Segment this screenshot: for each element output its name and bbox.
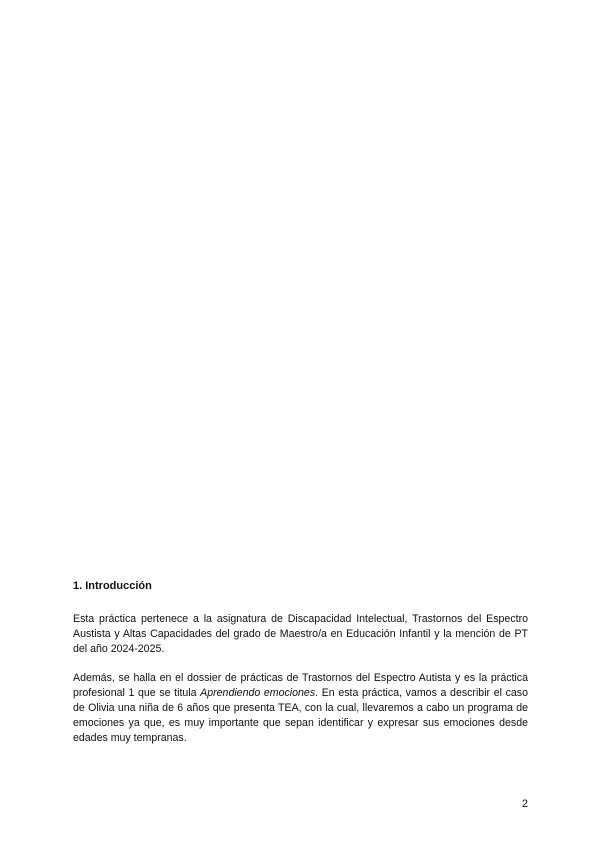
paragraph-2-text-after: . En esta práctica, vamos a describir el caso de Olivia una niña de 6 años que presenta TEA, con la cual, llevaremos a cabo un programa de emociones ya que, es muy importante que sepan identificar y expresar sus emociones desde edades muy tempranas. [73, 686, 528, 745]
practice-title: Aprendiendo emociones [200, 686, 316, 699]
intro-paragraph-2 [73, 671, 528, 747]
section-heading: 1. Introducción [73, 580, 152, 592]
intro-paragraph-1: Esta práctica pertenece a la asignatura de Discapacidad Intelectual, Trastornos del Espectro Austista y Altas Capacidades del grado de Maestro/a en Educación Infantil y la mención de PT del año 2024-2025. [73, 613, 528, 656]
page-number: 2 [521, 798, 528, 810]
page-content [73, 579, 528, 760]
paragraph-2-text-before: Además, se halla en el dossier de prácticas de Trastornos del Espectro Autista y es la práctica profesional 1 que se titula [73, 671, 528, 699]
